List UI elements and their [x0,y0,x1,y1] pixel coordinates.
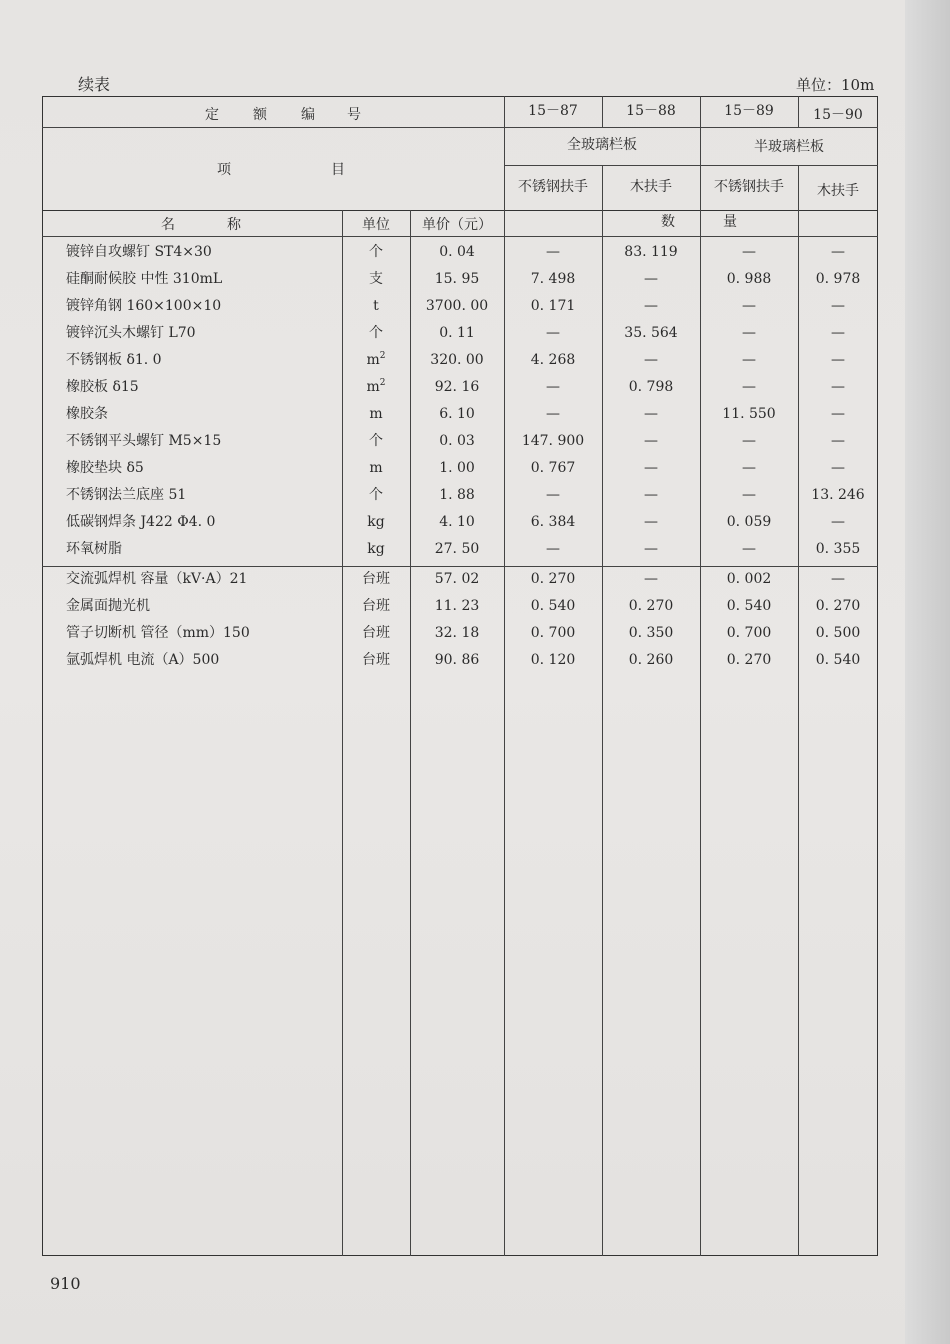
item-unit: kg [367,541,385,557]
item-name: 低碳钢焊条 J422 Φ4. 0 [66,514,216,530]
item-quantity: 0. 798 [628,379,674,395]
item-quantity: — [742,487,756,503]
item-quantity: — [546,487,560,503]
item-price: 27. 50 [434,541,480,557]
item-quantity: 13. 246 [811,487,865,503]
item-name: 镀锌自攻螺钉 ST4×30 [66,244,212,260]
item-quantity: — [831,433,845,449]
item-quantity: — [546,406,560,422]
item-quantity: — [742,352,756,368]
item-unit: kg [367,514,385,530]
code-15-89: 15－89 [724,103,774,119]
item-label-char: 目 [331,162,345,178]
rule-materials-machines [42,566,878,567]
page-edge [905,0,950,1344]
item-name: 橡胶垫块 δ5 [66,460,144,476]
item-quantity: — [644,514,658,530]
item-quantity: — [644,571,658,587]
item-quantity: 0. 540 [726,598,772,614]
item-price: 1. 88 [439,487,475,503]
item-quantity: — [831,406,845,422]
item-quantity: 0. 700 [530,625,576,641]
item-quantity: 0. 500 [815,625,861,641]
item-quantity: — [831,298,845,314]
page-number: 910 [50,1274,81,1293]
item-unit: 台班 [362,625,390,641]
item-price: 3700. 00 [425,298,489,314]
unit-label: 单位：10m [796,76,875,94]
item-price: 0. 11 [439,325,475,341]
item-name: 不锈钢板 δ1. 0 [66,352,162,368]
item-quantity: — [742,460,756,476]
col-quantity-char: 数 [661,214,675,230]
item-quantity: 0. 540 [815,652,861,668]
item-name: 环氧树脂 [66,541,122,557]
item-price: 11. 23 [434,598,480,614]
item-unit: m [369,460,383,476]
quota-label-char: 编 [301,107,315,123]
code-15-90: 15－90 [813,107,863,123]
item-unit: $m^2$ [366,378,386,395]
quota-label-char: 号 [347,107,361,123]
item-quantity: 0. 978 [815,271,861,287]
item-quantity: — [644,271,658,287]
continued-label: 续表 [78,75,111,94]
rule-col-headers [42,236,878,237]
item-quantity: 0. 270 [530,571,576,587]
col-unit-header: 单位 [362,217,390,233]
item-price: 0. 03 [439,433,475,449]
code-15-87: 15－87 [528,103,578,119]
col-price-header: 单价（元） [422,217,492,233]
item-price: 0. 04 [439,244,475,260]
group-full-glass: 全玻璃栏板 [567,137,637,153]
item-price: 92. 16 [434,379,480,395]
item-unit: 个 [369,244,383,260]
item-quantity: 0. 988 [726,271,772,287]
item-name: 金属面抛光机 [66,598,150,614]
item-quantity: — [831,460,845,476]
handrail-3: 不锈钢扶手 [714,179,784,195]
item-unit: 支 [369,271,383,287]
item-quantity: — [831,379,845,395]
item-quantity: 0. 355 [815,541,861,557]
item-quantity: 147. 900 [521,433,585,449]
item-quantity: 0. 270 [815,598,861,614]
item-quantity: — [742,244,756,260]
item-price: 57. 02 [434,571,480,587]
item-quantity: — [742,298,756,314]
item-quantity: 0. 059 [726,514,772,530]
item-quantity: — [546,541,560,557]
quota-label-char: 额 [253,107,267,123]
item-quantity: — [546,325,560,341]
col-quantity-char: 量 [723,214,737,230]
item-quantity: — [546,244,560,260]
item-price: 90. 86 [434,652,480,668]
item-price: 1. 00 [439,460,475,476]
item-price: 320. 00 [430,352,484,368]
item-quantity: 0. 260 [628,652,674,668]
item-quantity: — [644,406,658,422]
item-unit: $m^2$ [366,351,386,368]
item-name: 管子切断机 管径（mm）150 [66,625,250,641]
rule-header-bottom [42,210,878,211]
col-name-char: 名 [161,217,175,233]
item-quantity: — [644,487,658,503]
item-price: 32. 18 [434,625,480,641]
item-quantity: 4. 268 [530,352,576,368]
item-quantity: — [831,571,845,587]
item-quantity: — [644,433,658,449]
item-quantity: — [742,379,756,395]
item-price: 15. 95 [434,271,480,287]
item-unit: 台班 [362,598,390,614]
item-quantity: 0. 700 [726,625,772,641]
item-name: 硅酮耐候胶 中性 310mL [66,271,223,287]
quota-label-char: 定 [205,107,219,123]
item-quantity: — [831,244,845,260]
item-unit: m [369,406,383,422]
handrail-2: 木扶手 [630,179,672,195]
item-quantity: 6. 384 [530,514,576,530]
item-quantity: 0. 540 [530,598,576,614]
item-quantity: — [742,541,756,557]
item-unit: 个 [369,487,383,503]
item-quantity: 0. 270 [628,598,674,614]
item-quantity: — [644,541,658,557]
item-quantity: — [546,379,560,395]
item-name: 橡胶条 [66,406,108,422]
item-unit: 个 [369,325,383,341]
item-quantity: 0. 767 [530,460,576,476]
item-name: 交流弧焊机 容量（kV·A）21 [66,571,248,587]
item-unit: t [373,298,379,314]
item-price: 4. 10 [439,514,475,530]
item-quantity: — [742,433,756,449]
item-name: 不锈钢平头螺钉 M5×15 [66,433,222,449]
item-quantity: 0. 171 [530,298,576,314]
item-quantity: — [831,352,845,368]
handrail-4: 木扶手 [817,183,859,199]
item-name: 镀锌沉头木螺钉 L70 [66,325,196,341]
item-quantity: 0. 120 [530,652,576,668]
item-name: 镀锌角钢 160×100×10 [66,298,222,314]
item-quantity: 35. 564 [624,325,678,341]
col-name-char: 称 [227,217,241,233]
item-unit: 个 [369,433,383,449]
item-quantity: — [831,325,845,341]
item-quantity: — [644,460,658,476]
item-quantity: — [644,298,658,314]
item-quantity: — [644,352,658,368]
item-quantity: — [831,514,845,530]
code-15-88: 15－88 [626,103,676,119]
rule-below-groups [504,165,878,166]
item-name: 氩弧焊机 电流（A）500 [66,652,220,668]
handrail-1: 不锈钢扶手 [518,179,588,195]
item-quantity: 11. 550 [722,406,776,422]
item-unit: 台班 [362,571,390,587]
item-quantity: 0. 270 [726,652,772,668]
group-half-glass: 半玻璃栏板 [754,139,824,155]
item-price: 6. 10 [439,406,475,422]
item-name: 橡胶板 δ15 [66,379,139,395]
item-quantity: 7. 498 [530,271,576,287]
item-label-char: 项 [217,162,231,178]
item-unit: 台班 [362,652,390,668]
item-quantity: 83. 119 [624,244,678,260]
item-quantity: — [742,325,756,341]
rule-below-codes [42,127,878,128]
item-quantity: 0. 002 [726,571,772,587]
item-name: 不锈钢法兰底座 51 [66,487,187,503]
item-quantity: 0. 350 [628,625,674,641]
